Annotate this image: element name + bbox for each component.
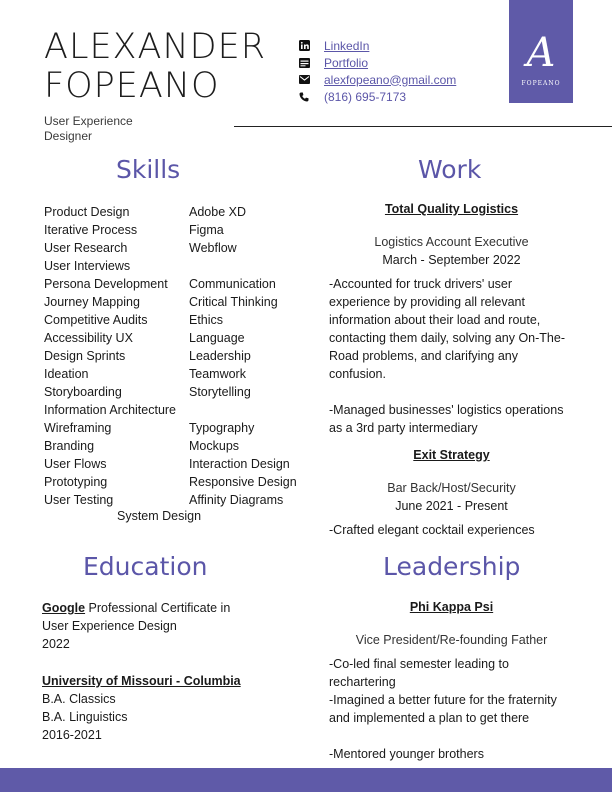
- edu-google: [42, 599, 262, 653]
- linkedin-icon: [298, 40, 310, 52]
- skill-item: Interaction Design: [189, 457, 290, 471]
- skill-row: [44, 455, 309, 473]
- skill-row: [44, 329, 309, 347]
- name-last: FOPEANO: [44, 66, 220, 106]
- email-icon: [298, 74, 310, 86]
- skill-row: [44, 293, 309, 311]
- skill-item: Critical Thinking: [189, 295, 278, 309]
- skill-row: [44, 239, 309, 257]
- job2-bullet-1: -Crafted elegant cocktail experiences: [329, 523, 535, 537]
- skill-item: Ideation: [44, 367, 89, 381]
- skill-item: Leadership: [189, 349, 251, 363]
- skill-item: Teamwork: [189, 367, 246, 381]
- edu-google-year: 2022: [42, 637, 70, 651]
- skill-item: [189, 401, 309, 419]
- job1-position: Logistics Account Executive: [374, 235, 529, 249]
- leadership-bullet-3: -Mentored younger brothers: [329, 747, 484, 761]
- contact-portfolio[interactable]: [298, 54, 456, 71]
- job1-bullet-1: -Accounted for truck drivers' user experience by providing all relevant information about their load and route, contacting them daily, solving any On-The-Road problems, and clarifying any confusion.: [329, 277, 565, 381]
- edu-google-name: Google: [42, 601, 86, 615]
- skill-row: [44, 257, 309, 275]
- header-divider: [234, 126, 612, 127]
- contact-linkedin[interactable]: [298, 37, 456, 54]
- skill-item: Prototyping: [44, 475, 108, 489]
- skill-row: [44, 347, 309, 365]
- skill-item: User Research: [44, 241, 128, 255]
- logo-subtext: FOPEANO: [521, 80, 561, 87]
- skill-item: Adobe XD: [189, 205, 246, 219]
- contact-phone: [298, 88, 456, 105]
- phone-number: (816) 695-7173: [324, 89, 407, 104]
- skill-row: [44, 419, 309, 437]
- footer-bar: [0, 768, 612, 792]
- job-role: [44, 114, 133, 144]
- work-heading: Work: [418, 155, 482, 184]
- skill-system-design: System Design: [117, 509, 202, 523]
- portfolio-icon: [298, 57, 310, 69]
- skill-item: Mockups: [189, 439, 240, 453]
- skill-item: Competitive Audits: [44, 313, 148, 327]
- job1-dates: March - September 2022: [382, 253, 521, 267]
- skill-row: [44, 311, 309, 329]
- leadership-bullet-1: -Co-led final semester leading to rechartering: [329, 657, 509, 689]
- monogram-logo: [509, 0, 573, 103]
- edu-google-cert: Professional Certificate in: [85, 601, 231, 615]
- skill-row: [44, 221, 309, 239]
- skill-item: Iterative Process: [44, 223, 138, 237]
- skill-item: [189, 257, 309, 275]
- skills-list: [44, 203, 309, 509]
- skill-item: Accessibility UX: [44, 331, 133, 345]
- skill-item: Information Architecture: [44, 403, 177, 417]
- email-link[interactable]: alexfopeano@gmail.com: [324, 72, 457, 87]
- skill-item: Typography: [189, 421, 255, 435]
- job1-bullet-2: -Managed businesses' logistics operations as a 3rd party intermediary: [329, 403, 564, 435]
- skill-item: Persona Development: [44, 277, 168, 291]
- skill-row: [44, 401, 309, 419]
- skill-row: [44, 383, 309, 401]
- skill-item: Language: [189, 331, 245, 345]
- skills-heading: Skills: [116, 155, 181, 184]
- skill-row: [44, 203, 309, 221]
- skill-item: Wireframing: [44, 421, 112, 435]
- portfolio-link[interactable]: Portfolio: [324, 55, 369, 70]
- name-first: ALEXANDER: [44, 27, 267, 67]
- skill-row: [44, 365, 309, 383]
- skill-item: Figma: [189, 223, 224, 237]
- role-line-2: Designer: [44, 129, 93, 143]
- skill-row: [44, 491, 309, 509]
- linkedin-link[interactable]: LinkedIn: [324, 38, 370, 53]
- skill-item: Ethics: [189, 313, 224, 327]
- edu-years: 2016-2021: [42, 728, 102, 742]
- skill-item: Design Sprints: [44, 349, 126, 363]
- leadership-heading: Leadership: [383, 552, 521, 581]
- skill-row: [44, 437, 309, 455]
- skill-item: Storyboarding: [44, 385, 122, 399]
- skill-item: User Testing: [44, 493, 114, 507]
- edu-mizzou-name: University of Missouri - Columbia: [42, 674, 241, 688]
- leadership-position: Vice President/Re-founding Father: [355, 633, 548, 647]
- contact-email[interactable]: [298, 71, 456, 88]
- edu-mizzou: [42, 672, 262, 744]
- skill-row: [44, 275, 309, 293]
- skill-item: User Interviews: [44, 259, 131, 273]
- phone-icon: [298, 91, 310, 103]
- edu-google-line-2: User Experience Design: [42, 619, 177, 633]
- skill-item: Responsive Design: [189, 475, 297, 489]
- role-line-1: User Experience: [44, 114, 133, 128]
- contact-list: [298, 37, 456, 105]
- job2-position: Bar Back/Host/Security: [387, 481, 516, 495]
- leadership-bullet-2: -Imagined a better future for the fraternity and implemented a plan to get there: [329, 693, 557, 725]
- leadership-org: Phi Kappa Psi: [409, 600, 494, 614]
- skill-item: Storytelling: [189, 385, 251, 399]
- job1-company: Total Quality Logistics: [384, 202, 519, 216]
- edu-degree-2: B.A. Linguistics: [42, 710, 128, 724]
- candidate-name: [44, 28, 266, 106]
- education-heading: Education: [83, 552, 208, 581]
- skill-item: Journey Mapping: [44, 295, 140, 309]
- skill-item: Branding: [44, 439, 95, 453]
- skill-row: [44, 473, 309, 491]
- edu-google-line-1: [42, 599, 262, 617]
- skill-item: Affinity Diagrams: [189, 493, 284, 507]
- skill-item: Communication: [189, 277, 276, 291]
- job2-company: Exit Strategy: [413, 448, 490, 462]
- edu-degree-1: B.A. Classics: [42, 692, 116, 706]
- job2-dates: June 2021 - Present: [395, 499, 508, 513]
- skill-item: Webflow: [189, 241, 237, 255]
- skill-item: Product Design: [44, 205, 130, 219]
- logo-monogram: A: [526, 30, 556, 76]
- skill-item: User Flows: [44, 457, 107, 471]
